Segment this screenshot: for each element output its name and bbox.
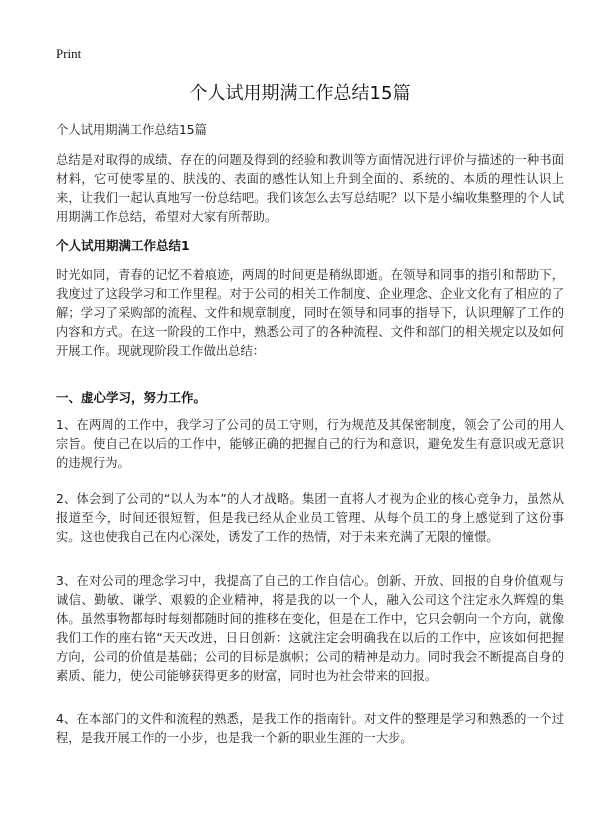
document-subtitle: 个人试用期满工作总结15篇 [56,123,207,137]
list-item: 1、在两周的工作中，我学习了公司的员工守则，行为规范及其保密制度，领会了公司的用人宗旨。使自己在以后的工作中，能够正确的把握自己的行为和意识，避免发生有意识或无意识的违规行为。 [56,418,564,470]
summary-heading: 个人试用期满工作总结1 [56,238,190,253]
summary-paragraph: 时光如同，青春的记忆不着痕迹，两周的时间更是稍纵即逝。在领导和同事的指引和帮助下，我度过了这段学习和工作里程。对于公司的相关工作制度、企业理念、企业文化有了相应的了解；学习了采购部的流程、文件和规章制度，同时在领导和同事的指导下，认识理解了工作的内容和方式。在这一阶段的工作中，熟悉公司了的各种流程、文件和部门的相关规定以及如何开展工作。现就现阶段工作做出总结： [56,268,564,358]
page-title: 个人试用期满工作总结15篇 [189,83,411,104]
intro-paragraph: 总结是对取得的成绩、存在的问题及得到的经验和教训等方面情况进行评价与描述的一种书面材料，它可使零星的、肤浅的、表面的感性认知上升到全面的、系统的、本质的理性认识上来，让我们一起认真地写一份总结吧。我们该怎么去写总结呢？以下是小编收集整理的个人试用期满工作总结，希望对大家有所帮助。 [56,153,564,224]
list-item: 4、在本部门的文件和流程的熟悉，是我工作的指南针。对文件的整理是学习和熟悉的一个过程，是我开展工作的一小步，也是我一个新的职业生涯的一大步。 [56,712,564,745]
list-item: 3、在对公司的理念学习中，我提高了自己的工作自信心。创新、开放、回报的自身价值观与诚信、勤敏、谦学、艰毅的企业精神，将是我的以一个人，融入公司这个注定永久辉煌的集体。虽然事物都每时每刻都随时间的推移在变化，但是在工作中，它只会朝向一个方向，就像我们工作的座右铭“天天改进，日日创新：这就注定会明确我在以后的工作中，应该如何把握方向，公司的价值是基础；公司的目标是旗帜；公司的精神是动力。同时我会不断提高自身的素质、能力，使公司能够获得更多的财富，同时也为社会带来的回报。 [56,574,564,683]
part-heading: 一、虚心学习，努力工作。 [56,390,207,405]
list-item: 2、体会到了公司的“以人为本”的人才战略。集团一直将人才视为企业的核心竞争力，虽然从报道至今，时间还很短暂，但是我已经从企业员工管理、从每个员工的身上感觉到了这份事实。这也使我自己在内心深处，诱发了工作的热情，对于未来充满了无限的憧憬。 [56,492,564,544]
print-link[interactable]: Print [56,46,82,61]
